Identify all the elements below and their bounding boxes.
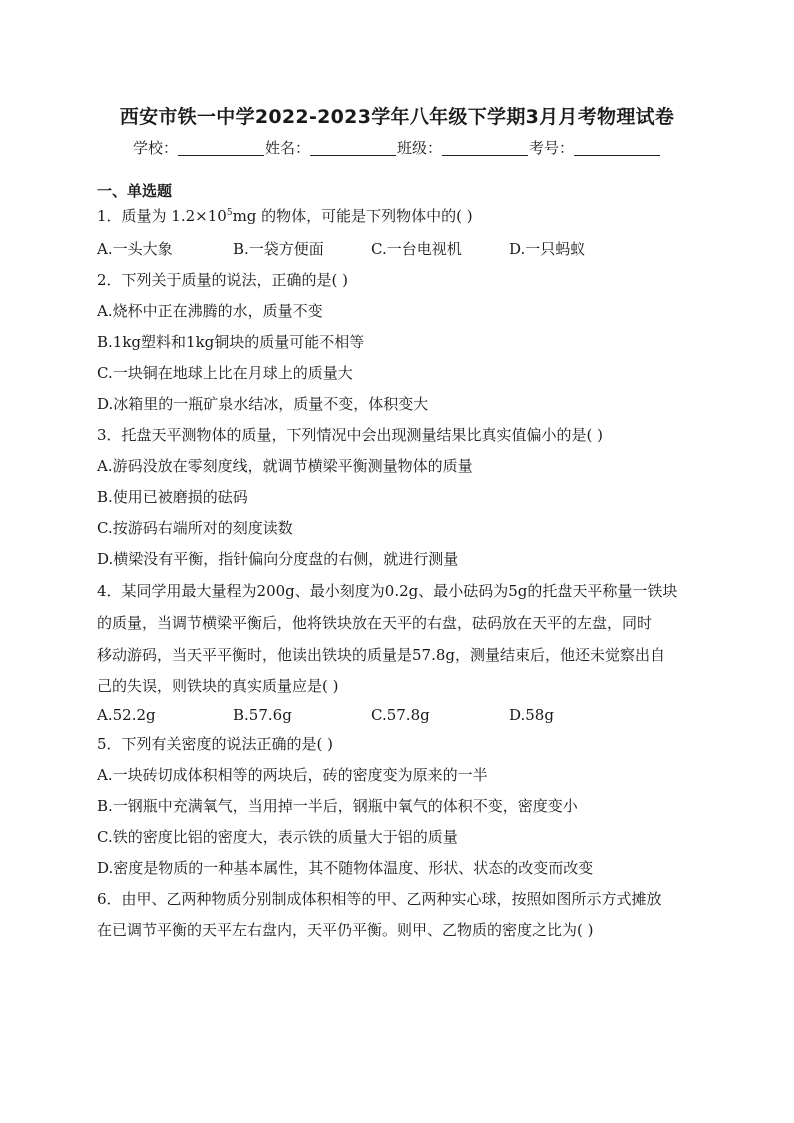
q1-exponent: 5 [226,208,233,218]
question-5-stem: 5．下列有关密度的说法正确的是( ) [97,735,334,753]
q4-option-a: A.52.2g [97,706,156,724]
class-label: 班级： [397,139,443,157]
q3-option-d: D.横梁没有平衡，指针偏向分度盘的右侧，就进行测量 [97,550,459,568]
name-label: 姓名： [264,139,310,157]
question-4-line-3: 移动游码，当天平平衡时，他读出铁块的质量是57.8g，测量结束后，他还未觉察出自 [97,646,666,664]
question-6-line-1: 6．由甲、乙两种物质分别制成体积相等的甲、乙两种实心球，按照如图所示方式摊放 [97,890,662,908]
exam-title: 西安市铁一中学2022-2023学年八年级下学期3月月考物理试卷 [119,106,675,128]
question-4-line-4: 己的失误，则铁块的真实质量应是( ) [97,677,339,695]
exam-number-blank [574,141,660,156]
school-blank [178,141,264,156]
question-4-line-1: 4．某同学用最大量程为200g、最小刻度为0.2g、最小砝码为5g的托盘天平称量一铁块 [97,582,678,600]
q4-option-d: D.58g [509,706,554,724]
q2-option-c: C.一块铜在地球上比在月球上的质量大 [97,364,353,382]
q2-option-b: B.1kg塑料和1kg铜块的质量可能不相等 [97,333,365,351]
q3-option-b: B.使用已被磨损的砝码 [97,488,248,506]
q3-option-c: C.按游码右端所对的刻度读数 [97,519,293,537]
q1-option-c: C.一台电视机 [371,240,462,258]
q1-option-d: D.一只蚂蚁 [509,240,586,258]
q4-option-c: C.57.8g [371,706,430,724]
section-heading: 一、单选题 [97,182,173,200]
q5-option-a: A.一块砖切成体积相等的两块后，砖的密度变为原来的一半 [97,766,488,784]
q1-option-a: A.一头大象 [97,240,173,258]
student-info-row [0,137,794,158]
q5-option-c: C.铁的密度比铝的密度大，表示铁的质量大于铝的质量 [97,828,458,846]
q4-option-b: B.57.6g [233,706,292,724]
q2-option-a: A.烧杯中正在沸腾的水，质量不变 [97,302,323,320]
q1-option-b: B.一袋方便面 [233,240,324,258]
class-blank [442,141,528,156]
question-4-line-2: 的质量，当调节横梁平衡后，他将铁块放在天平的右盘，砝码放在天平的左盘，同时 [97,614,653,632]
q3-option-a: A.游码没放在零刻度线，就调节横梁平衡测量物体的质量 [97,457,473,475]
exam-number-label: 考号： [529,139,575,157]
school-label: 学校： [132,139,178,157]
question-1-stem [97,207,473,225]
name-blank [310,141,396,156]
q1-stem-pre: 1．质量为 1.2×10 [97,207,227,225]
q1-stem-post: mg 的物体，可能是下列物体中的( ) [232,207,473,225]
q5-option-b: B.一钢瓶中充满氧气，当用掉一半后，钢瓶中氧气的体积不变，密度变小 [97,797,578,815]
q2-option-d: D.冰箱里的一瓶矿泉水结冰，质量不变，体积变大 [97,395,429,413]
question-2-stem: 2．下列关于质量的说法，正确的是( ) [97,271,349,289]
question-3-stem: 3．托盘天平测物体的质量，下列情况中会出现测量结果比真实值偏小的是( ) [97,426,604,444]
question-6-line-2: 在已调节平衡的天平左右盘内，天平仍平衡。则甲、乙物质的密度之比为( ) [97,921,594,939]
q5-option-d: D.密度是物质的一种基本属性，其不随物体温度、形状、状态的改变而改变 [97,859,594,877]
